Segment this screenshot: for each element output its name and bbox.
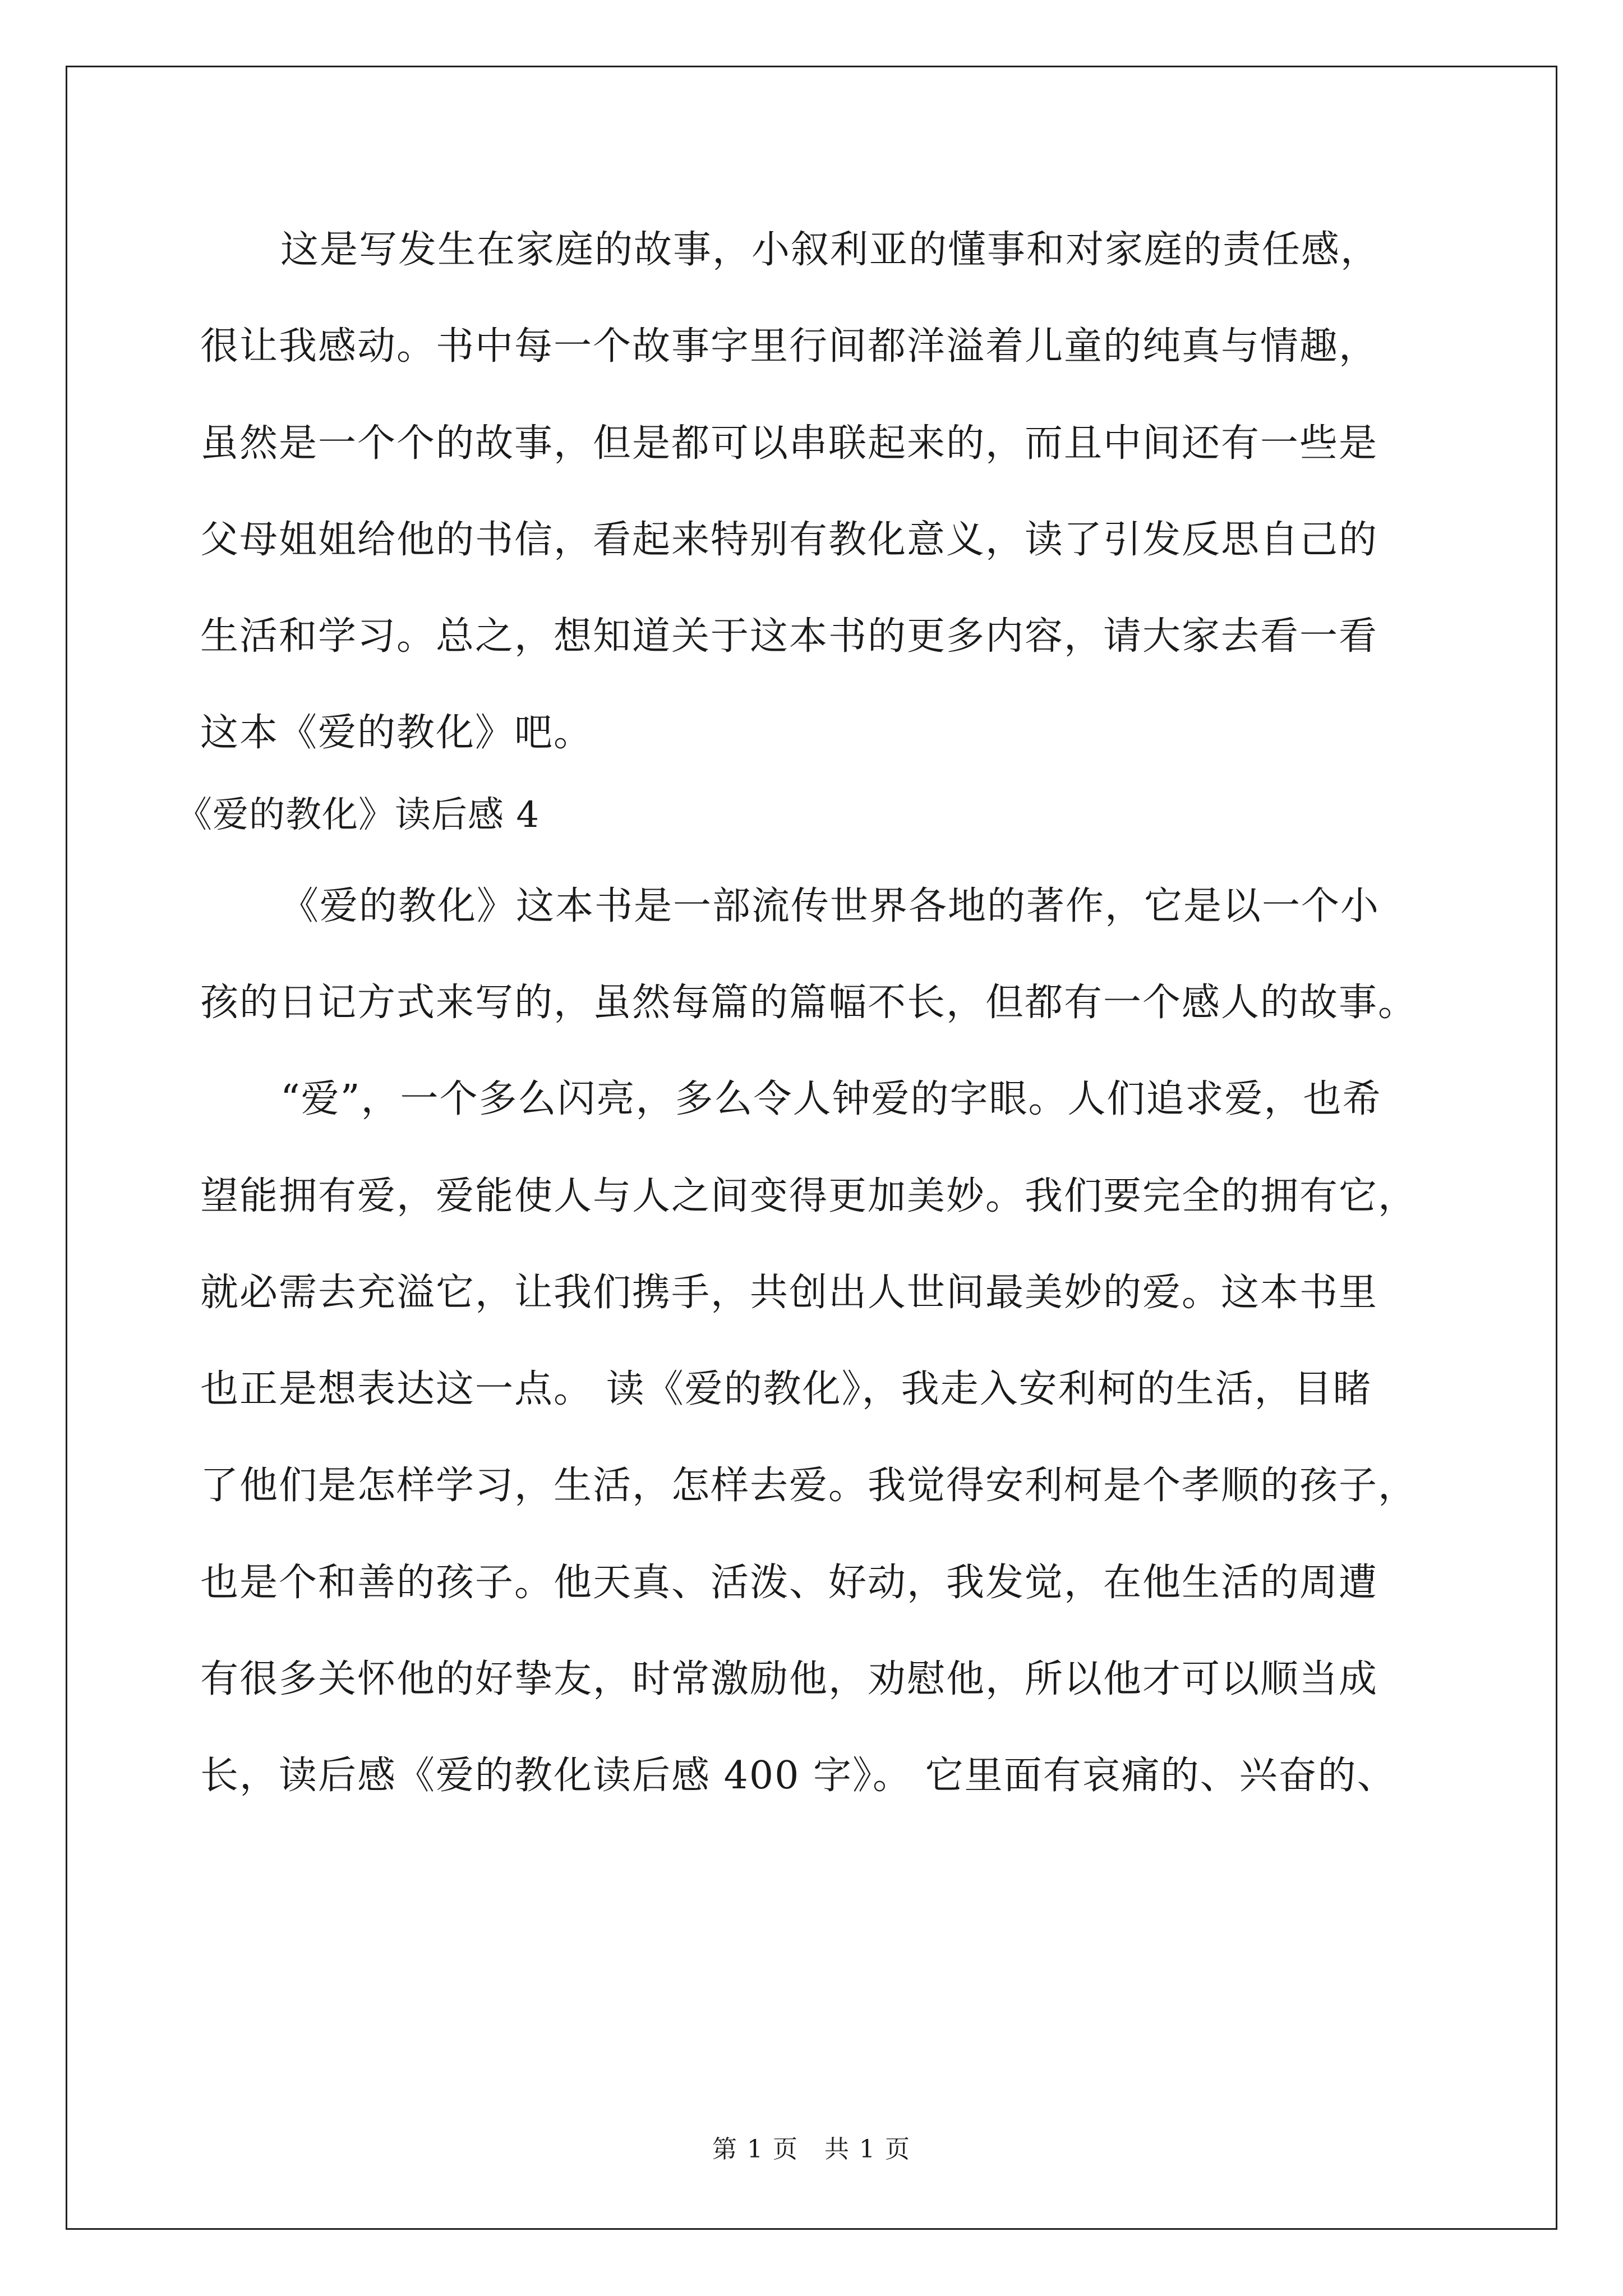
body-text-line: 这本《爱的教化》吧。 bbox=[200, 711, 593, 755]
body-text-line: 也是个和善的孩子。他天真、活泼、好动，我发觉，在他生活的周遭 bbox=[200, 1561, 1378, 1605]
body-text-line: 有很多关怀他的好挚友，时常激励他，劝慰他，所以他才可以顺当成 bbox=[200, 1657, 1378, 1701]
body-text-line: 望能拥有爱，爱能使人与人之间变得更加美妙。我们要完全的拥有它， bbox=[200, 1174, 1418, 1218]
body-text-line: 生活和学习。总之，想知道关于这本书的更多内容，请大家去看一看 bbox=[200, 614, 1378, 659]
page-border bbox=[66, 66, 1557, 2230]
section-heading: 《爱的教化》读后感 4 bbox=[176, 794, 540, 836]
body-text-line: 《爱的教化》这本书是一部流传世界各地的著作，它是以一个小 bbox=[280, 884, 1380, 928]
body-text-line: 孩的日记方式来写的，虽然每篇的篇幅不长，但都有一个感人的故事。 bbox=[200, 981, 1418, 1025]
page-number-footer: 第 1 页 共 1 页 bbox=[712, 2135, 911, 2164]
body-text-line: “爱”，一个多么闪亮，多么令人钟爱的字眼。人们追求爱，也希 bbox=[280, 1077, 1382, 1121]
body-text-line: 就必需去充溢它，让我们携手，共创出人世间最美妙的爱。这本书里 bbox=[200, 1271, 1378, 1315]
body-text-line: 很让我感动。书中每一个故事字里行间都洋溢着儿童的纯真与情趣， bbox=[200, 324, 1378, 369]
body-text-line: 父母姐姐给他的书信，看起来特别有教化意义，读了引发反思自己的 bbox=[200, 518, 1378, 562]
body-text-line: 虽然是一个个的故事，但是都可以串联起来的，而且中间还有一些是 bbox=[200, 421, 1378, 466]
body-text-line: 这是写发生在家庭的故事，小叙利亚的懂事和对家庭的责任感， bbox=[280, 228, 1380, 272]
body-text-line: 也正是想表达这一点。 读《爱的教化》，我走入安利柯的生活，目睹 bbox=[200, 1367, 1372, 1411]
body-text-line: 了他们是怎样学习，生活，怎样去爱。我觉得安利柯是个孝顺的孩子， bbox=[200, 1464, 1418, 1508]
body-text-line: 长，读后感《爱的教化读后感 400 字》。 它里面有哀痛的、兴奋的、 bbox=[200, 1754, 1396, 1798]
